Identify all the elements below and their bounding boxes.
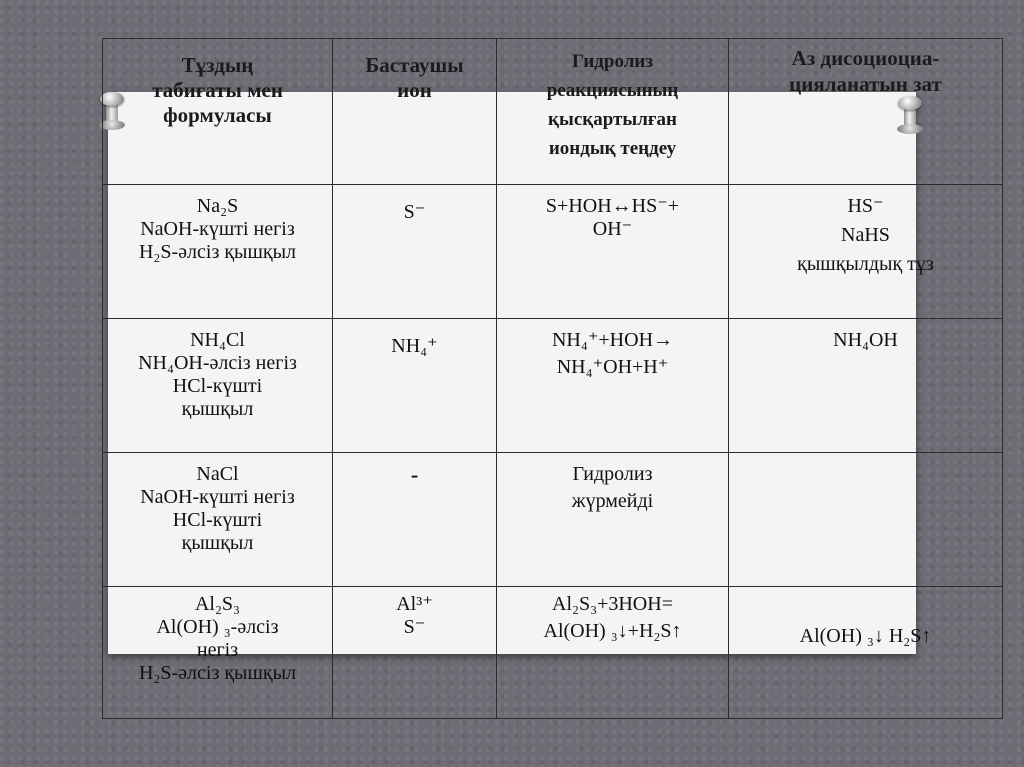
cell-equation: S+HOH↔HS⁻+ OH⁻ bbox=[497, 185, 729, 319]
header-product: Аз дисоциоциа- цияланатын зат bbox=[729, 39, 1003, 185]
table-row bbox=[103, 453, 1003, 587]
cell-product bbox=[729, 453, 1003, 587]
cell-equation: NH₄⁺+HOH→ NH₄⁺OH+H⁺ bbox=[497, 319, 729, 453]
hydrolysis-table bbox=[102, 38, 1003, 719]
cell-product: Al(OH) ₃↓ H₂S↑ bbox=[729, 587, 1003, 719]
cell-salt: NH₄Cl NH₄OH-әлсіз негіз HCl-күшті қышқыл bbox=[103, 319, 333, 453]
header-ion: Бастаушы ион bbox=[333, 39, 497, 185]
cell-ion: S⁻ bbox=[333, 185, 497, 319]
cell-salt: Na₂S NaOH-күшті негіз H₂S-әлсіз қышқыл bbox=[103, 185, 333, 319]
cell-ion: Al³⁺ S⁻ bbox=[333, 587, 497, 719]
cell-product: NH₄OH bbox=[729, 319, 1003, 453]
cell-salt: Al₂S₃ Al(OH) ₃-әлсіз негіз H₂S-әлсіз қышқыл bbox=[103, 587, 333, 719]
table-row bbox=[103, 587, 1003, 719]
cell-ion: NH₄⁺ bbox=[333, 319, 497, 453]
cell-equation: Al₂S₃+3HOH= Al(OH) ₃↓+H₂S↑ bbox=[497, 587, 729, 719]
table-row bbox=[103, 319, 1003, 453]
cell-equation: Гидролиз жүрмейді bbox=[497, 453, 729, 587]
header-equation: Гидролиз реакциясының қысқартылған иондық теңдеу bbox=[497, 39, 729, 185]
cell-salt: NaCl NaOH-күшті негіз HCl-күшті қышқыл bbox=[103, 453, 333, 587]
table-row bbox=[103, 185, 1003, 319]
header-row bbox=[103, 39, 1003, 185]
header-salt: Тұздың табиғаты мен формуласы bbox=[103, 39, 333, 185]
cell-product: HS⁻ NaHS қышқылдық тұз bbox=[729, 185, 1003, 319]
cell-ion: - bbox=[333, 453, 497, 587]
